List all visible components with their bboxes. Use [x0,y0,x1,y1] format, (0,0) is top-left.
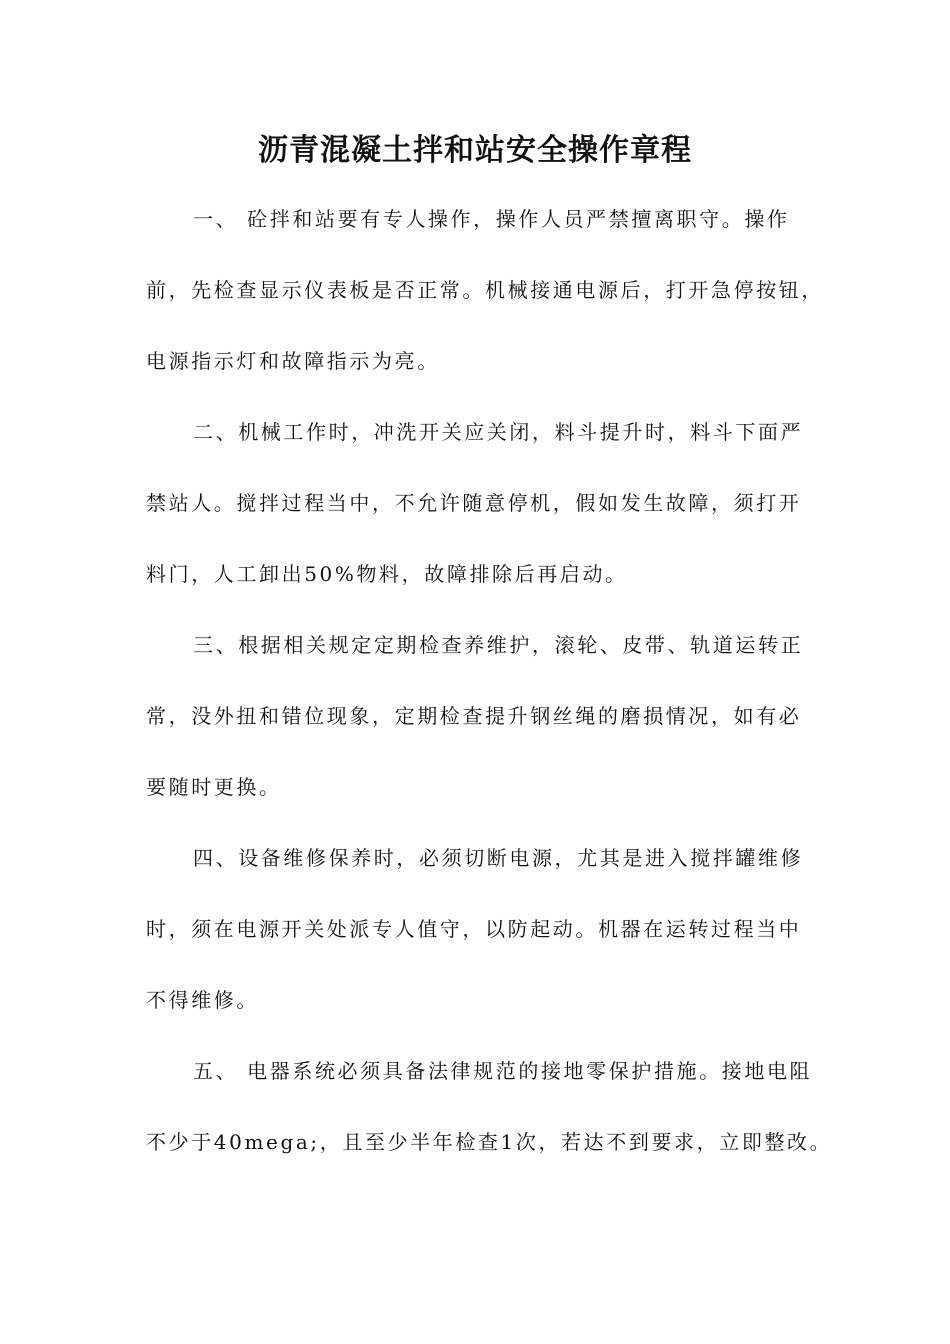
section-4 [146,823,826,1036]
section-3-line-1: 三、根据相关规定定期检查养维护，滚轮、皮带、轨道运转正 [193,633,804,657]
section-2-line-1: 二、机械工作时，冲洗开关应关闭，料斗提升时，料斗下面严 [193,420,804,444]
section-4-line-3: 不得维修。 [146,988,259,1012]
section-4-line-1: 四、设备维修保养时，必须切断电源，尤其是进入搅拌罐维修 [193,846,804,870]
section-3-line-2: 常，没外扭和错位现象，定期检查提升钢丝绳的磨损情况，如有必 [146,704,802,728]
section-4-line-2: 时，须在电源开关处派专人值守，以防起动。机器在运转过程当中 [146,917,802,941]
section-2-line-2: 禁站人。搅拌过程当中，不允许随意停机，假如发生故障，须打开 [146,491,802,515]
section-1-line-2: 前，先检查显示仪表板是否正常。机械接通电源后，打开急停按钮， [146,278,824,302]
section-5 [146,1036,833,1178]
document-title: 沥青混凝土拌和站安全操作章程 [258,133,692,168]
section-2 [146,397,826,610]
section-5-line-1: 五、 电器系统必须具备法律规范的接地零保护措施。接地电阻 [193,1059,813,1083]
section-3 [146,610,826,823]
section-2-line-3: 料门，人工卸出50%物料，故障排除后再启动。 [146,562,628,586]
section-1-line-1: 一、 砼拌和站要有专人操作，操作人员严禁擅离职守。操作 [193,207,790,231]
section-1 [146,184,826,397]
section-1-line-3: 电源指示灯和故障指示为亮。 [146,349,440,373]
section-5-line-2: 不少于40mega;，且至少半年检查1次，若达不到要求，立即整改。 [146,1130,833,1154]
section-3-line-3: 要随时更换。 [146,775,282,799]
